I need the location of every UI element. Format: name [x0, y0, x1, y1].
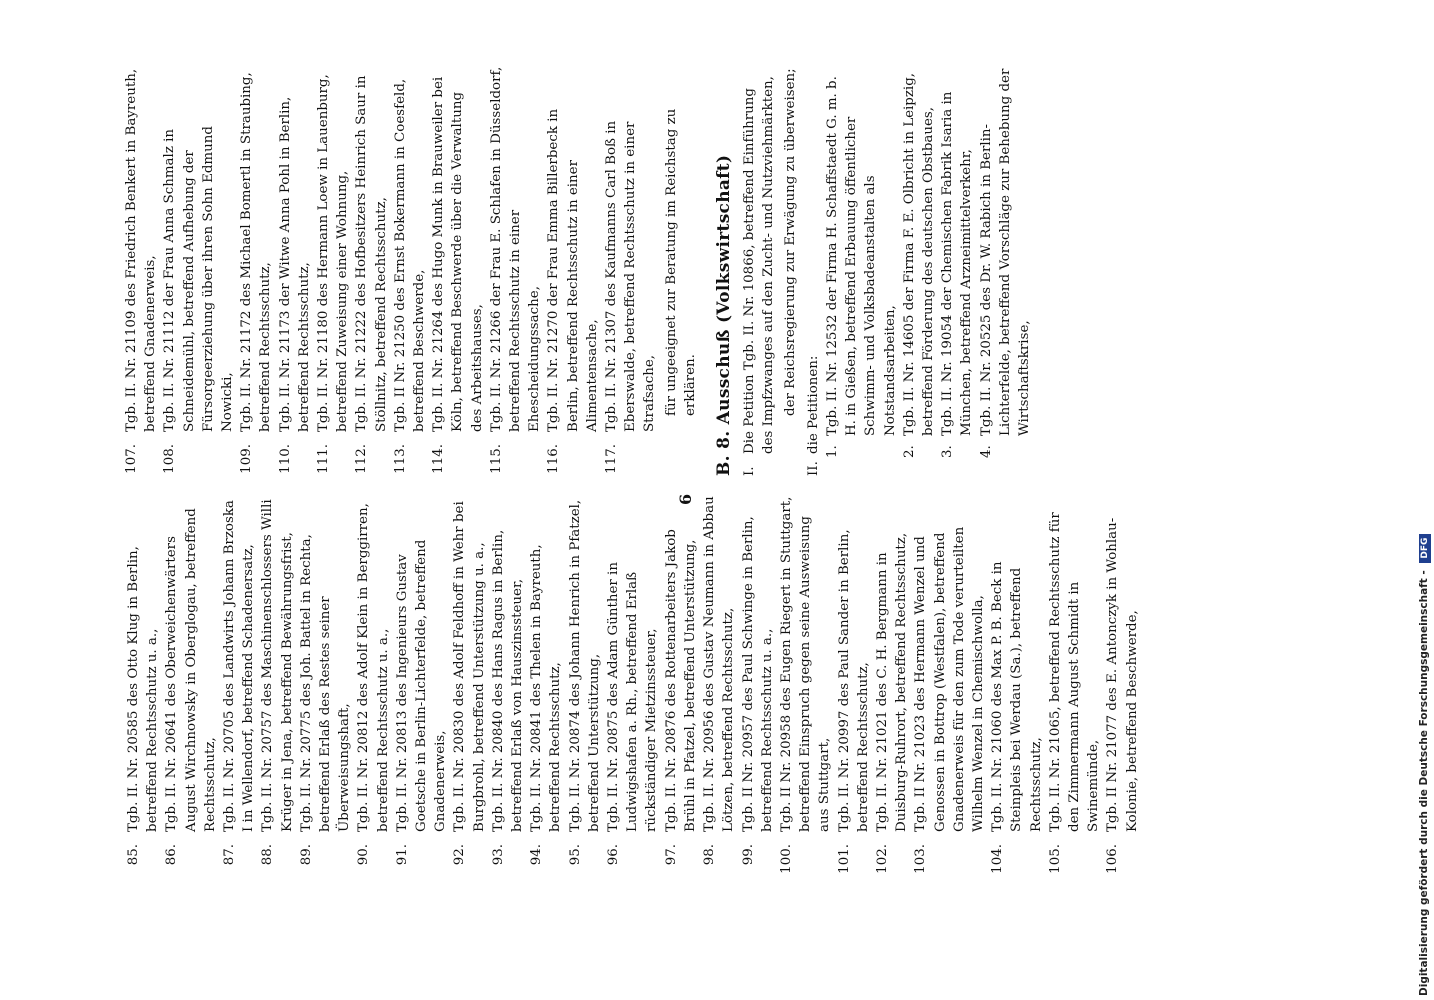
petition-entry	[988, 491, 1046, 876]
entry-text: Tgb. II. Nr. 20874 des Johann Henrich in Pfatzel, betreffend Unterstützung,	[567, 499, 602, 832]
petition-entry	[258, 491, 296, 876]
petition-entry	[122, 66, 160, 476]
entry-number: 89.	[298, 844, 314, 866]
entry-text: Tgb. II. Nr. 21307 des Kaufmanns Carl Boß in Eberswalde, betreffend Rechtsschutz in einer Strafsache,	[604, 120, 658, 432]
entry-number: 110.	[277, 444, 293, 474]
entry-number: 109.	[239, 444, 255, 474]
entry-text: Tgb. II. Nr. 20956 des Gustav Neumann in Abbau Lötzen, betreffend Rechtsschutz,	[702, 496, 737, 832]
entry-number: 98.	[702, 844, 718, 866]
entry-number: 111.	[316, 444, 332, 474]
entry-text: Tgb. II. Nr. 12532 der Firma H. Schaffstaedt G. m. b. H. in Gießen, betreffend Erbauung öffentlicher Schwimm- und Volksbadeanstalten als Notstandsarbeiten,	[824, 76, 898, 436]
petition-entry	[220, 491, 258, 876]
entry-number: 113.	[392, 444, 408, 474]
entry-number: 107.	[124, 444, 139, 474]
entry-number: 3.	[940, 445, 956, 458]
digitization-credit	[1418, 534, 1431, 996]
entry-text: Tgb. II. Nr. 20812 des Adolf Klein in Berggirren, betreffend Rechtsschutz u. a.,	[356, 503, 391, 832]
petition-entry	[1046, 491, 1104, 876]
entry-text: Tgb. II. Nr. 20585 des Otto Klug in Berlin, betreffend Rechtsschutz u. a.,	[126, 546, 161, 832]
entry-text: Tgb. II Nr. 21023 des Hermann Wenzel und Genossen in Bottrop (Westfalen), betreffend Gnadenerweis für den zum Tode verurteilten Wilhelm Wenzel in Chemischwolla,	[913, 526, 986, 832]
petition-entry	[544, 66, 602, 476]
entry-number: 2.	[901, 445, 917, 458]
petition-entry	[487, 66, 545, 476]
petition-entry	[566, 491, 604, 876]
entry-number: 117.	[604, 444, 620, 474]
petition-entry	[297, 491, 355, 876]
entry-number: 108.	[162, 444, 178, 474]
entry-text: Tgb. II. Nr. 20641 des Oberweichenwärters August Wirchnowsky in Oberglogau, betreffend Rechtsschutz,	[164, 508, 218, 832]
sub-petition-entry	[900, 66, 938, 476]
decision-unsuitable: für ungeeignet zur Beratung im Reichstag zu erklären.	[663, 108, 698, 416]
entry-number: 96.	[606, 844, 622, 866]
petition-entry	[391, 66, 429, 476]
petition-entry	[354, 491, 392, 876]
entry-text: Tgb. II. Nr. 21112 der Frau Anna Schmalz in Schneidemühl, betreffend Aufhebung der Fürsorgeerziehung über ihren Sohn Edmund Nowicki,	[162, 126, 236, 432]
entry-number: 115.	[488, 444, 504, 474]
entry-text: Tgb. II. Nr. 20775 des Joh. Battel in Rechta, betreffend Erlaß des Restes seiner Überweisungshaft,	[298, 534, 353, 832]
petition-entry	[700, 491, 738, 876]
roman-item-1	[740, 66, 778, 476]
entry-text: Tgb. II. Nr. 21222 des Hofbesitzers Heinrich Saur in Stöllnitz, betreffend Rechtsschutz,	[354, 75, 389, 432]
entry-text: Tgb. II. Nr. 20525 des Dr. W. Rabich in Berlin-Lichterfelde, betreffend Vorschläge zur Behebung der Wirtschaftskrise,	[978, 68, 1032, 436]
roman-number: II.	[805, 461, 821, 476]
entry-text: Tgb. II Nr. 21250 des Ernst Bokermann in Coesfeld, betreffend Beschwerde,	[392, 78, 428, 432]
entry-number: 103.	[913, 844, 929, 874]
entry-number: 114.	[431, 444, 447, 474]
entry-number: 91.	[394, 844, 410, 866]
entry-number: 90.	[356, 844, 372, 866]
sub-petition-entry	[823, 66, 900, 476]
entry-text: Tgb. II. Nr. 21180 des Hermann Loew in Lauenburg, betreffend Zuweisung einer Wohnung,	[316, 74, 351, 432]
entry-number: 105.	[1047, 844, 1063, 874]
petition-entry	[662, 491, 700, 876]
entry-number: 116.	[546, 444, 562, 474]
petition-entry	[604, 491, 662, 876]
petition-entry	[162, 491, 220, 876]
entry-text: Tgb. II. Nr. 20997 des Paul Sander in Berlin, betreffend Rechtsschutz,	[836, 529, 871, 832]
petition-entry	[911, 491, 988, 876]
entry-text: Tgb. II. Nr. 21270 der Frau Emma Billerbeck in Berlin, betreffend Rechtsschutz in einer Alimentensache,	[546, 108, 600, 432]
sub-petition-entry	[938, 66, 976, 476]
petition-entry	[314, 66, 352, 476]
entry-text: Tgb. II. Nr. 21266 der Frau E. Schlafen in Düsseldorf, betreffend Rechtsschutz in einer Ehescheidungssache,	[488, 66, 543, 432]
entry-number: 4.	[978, 445, 994, 458]
entry-number: 101.	[836, 844, 852, 874]
entry-number: 97.	[663, 844, 679, 866]
entry-number: 102.	[874, 844, 890, 874]
entry-text: Tgb. II. Nr. 20830 des Adolf Feldhoff in Wehr bei Burgbrohl, betreffend Unterstützung u. a.,	[452, 501, 487, 832]
petition-entry	[276, 66, 314, 476]
roman-text: die Petitionen:	[805, 355, 821, 454]
entry-number: 93.	[490, 844, 506, 866]
petition-entry	[393, 491, 451, 876]
petition-entry	[124, 491, 162, 876]
page-number: 6	[676, 493, 695, 505]
entry-text: Tgb. II. Nr. 20876 des Rottenarbeiters Jakob Brühl in Pfatzel, betreffend Unterstützung,	[663, 529, 698, 832]
petition-entry	[237, 66, 275, 476]
roman-item-2	[804, 66, 823, 476]
entry-number: 95.	[567, 844, 583, 866]
entry-number: 100.	[778, 844, 794, 874]
entry-text: Tgb. II. Nr. 20813 des Ingenieurs Gustav Goetsche in Berlin-Lichterfelde, betreffend Gnadenerweis,	[394, 539, 449, 832]
right-entries	[122, 66, 660, 476]
entry-text: Tgb. II. Nr. 21065, betreffend Rechtsschutz für den Zimmermann August Schmidt in Swinemünde,	[1047, 512, 1102, 832]
entry-text: Tgb. II Nr. 21077 des E. Antonczyk in Wohlau-Kolonie, betreffend Beschwerde,	[1105, 517, 1140, 832]
petition-entry	[739, 491, 777, 876]
entry-text: Tgb. II. Nr. 19054 der Chemischen Fabrik Isaria in München, betreffend Arzneimittelverkehr,	[940, 91, 975, 436]
petition-entry	[1103, 491, 1141, 876]
petition-entry	[527, 491, 565, 876]
entry-text: Tgb. II. Nr. 21173 der Witwe Anna Pohl in Berlin, betreffend Rechtsschutz,	[277, 96, 312, 432]
entry-text: Tgb. II. Nr. 21021 des C. H. Bergmann in Duisburg-Ruhrort, betreffend Rechtsschutz,	[874, 532, 910, 832]
entry-number: 92.	[452, 844, 468, 866]
entry-number: 87.	[222, 844, 238, 866]
decision-consideration: der Reichsregierung zur Erwägung zu überweisen;	[782, 68, 798, 416]
entry-text: Tgb. II. Nr. 21264 des Hugo Munk in Brauweiler bei Köln, betreffend Beschwerde über die Verwaltung des Arbeitshauses,	[431, 76, 485, 432]
petition-entry	[777, 491, 835, 876]
entry-text: Tgb. II. Nr. 21172 des Michael Bomertl in Straubing, betreffend Rechtsschutz,	[239, 72, 274, 432]
roman-number: I.	[742, 466, 758, 476]
entry-text: Tgb. II. Nr. 14605 der Firma F. E. Olbricht in Leipzig, betreffend Förderung des deutschen Obstbaues,	[901, 72, 936, 436]
entry-text: Tgb. II. Nr. 20875 des Adam Günther in Ludwigshafen a. Rh., betreffend Erlaß rückständiger Mietzinssteuer,	[606, 562, 660, 832]
petition-entry	[160, 66, 237, 476]
left-column	[124, 491, 1142, 876]
entry-number: 88.	[260, 844, 276, 866]
petition-entry	[835, 491, 873, 876]
entry-text: Tgb. II. Nr. 20757 des Maschinenschlossers Willi Krüger in Jena, betreffend Bewährungsfrist,	[260, 499, 295, 832]
section-heading: B. 8. Ausschuß (Volkswirtschaft)	[714, 154, 735, 476]
entry-text: Tgb. II. Nr. 21060 des Max P. B. Beck in Steinpleis bei Werdau (Sa.), betreffend Rechtsschutz,	[990, 561, 1044, 832]
petition-entry	[450, 491, 488, 876]
entry-number: 94.	[529, 844, 545, 866]
entry-text: Tgb. II. Nr. 20705 des Landwirts Johann Brzoska I in Wellendorf, betreffend Schadenersatz,	[222, 500, 257, 832]
entry-text: Tgb. II. Nr. 20841 des Thelen in Bayreuth, betreffend Rechtsschutz,	[529, 544, 564, 832]
petition-entry	[489, 491, 527, 876]
petition-entry	[352, 66, 390, 476]
entry-number: 112.	[354, 444, 370, 474]
sub-petition-entry	[977, 66, 1035, 476]
entry-number: 1.	[824, 445, 840, 458]
roman-text: Die Petition Tgb. II. Nr. 10866, betreffend Einführung des Impfzwanges auf den Zucht- und Nutzviehmärkten,	[742, 76, 777, 454]
entry-number: 104.	[990, 844, 1006, 874]
entry-number: 106.	[1105, 844, 1121, 874]
right-column	[122, 66, 1034, 476]
entry-number: 85.	[126, 844, 141, 866]
entry-text: Tgb. II Nr. 20957 des Paul Schwinge in Berlin, betreffend Rechtsschutz u. a.,	[740, 516, 775, 832]
petition-entry	[873, 491, 911, 876]
entry-text: Tgb. II. Nr. 21109 des Friedrich Benkert in Bayreuth, betreffend Gnadenerweis,	[124, 68, 159, 432]
entry-text: Tgb. II. Nr. 20840 des Hans Ragus in Berlin, betreffend Erlaß von Hauszinssteuer,	[490, 529, 526, 832]
credit-text: Digitalisierung gefördert durch die Deutsche Forschungsgemeinschaft -	[1418, 570, 1430, 996]
dfg-logo: DFG	[1419, 534, 1431, 563]
entry-text: Tgb. II Nr. 20958 des Eugen Riegert in Stuttgart, betreffend Einspruch gegen seine Ausweisung aus Stuttgart,	[778, 496, 833, 832]
petition-sub-list	[823, 66, 1034, 476]
petition-entry	[602, 66, 660, 476]
entry-number: 86.	[164, 844, 180, 866]
petition-entry	[429, 66, 487, 476]
entry-number: 99.	[740, 844, 756, 866]
